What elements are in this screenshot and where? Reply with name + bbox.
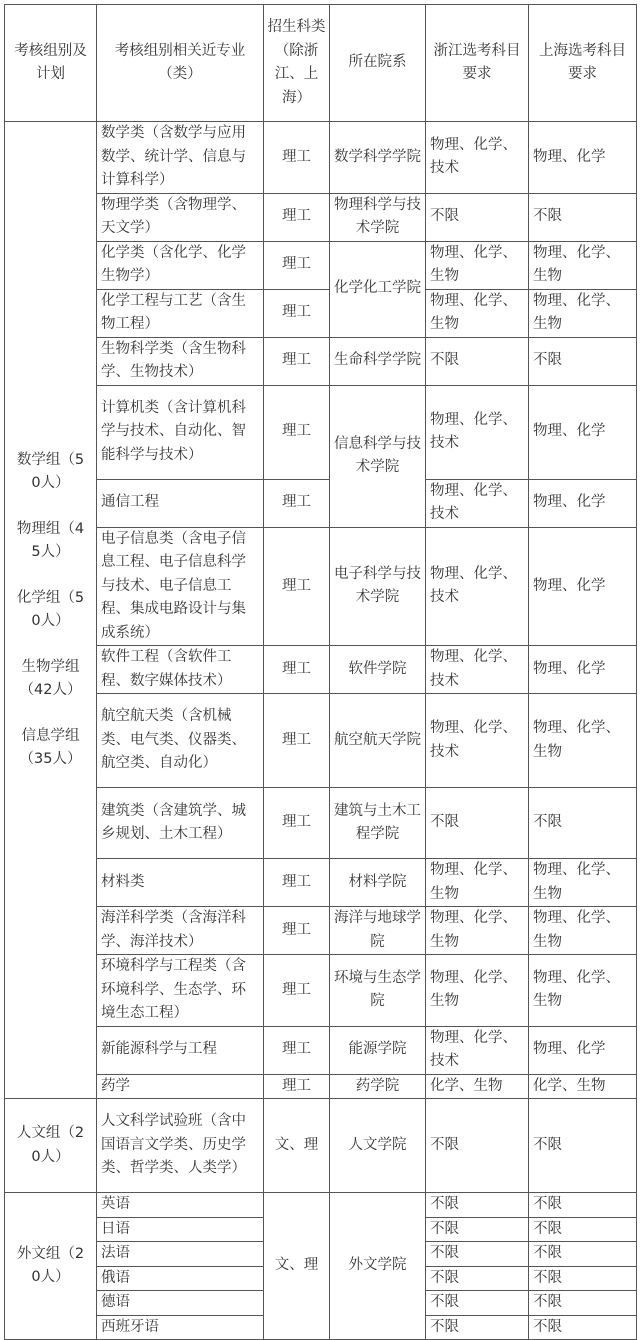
zhejiang-cell: 不限 <box>426 1217 529 1242</box>
zhejiang-cell: 不限 <box>426 1291 529 1316</box>
zhejiang-cell: 物理、化学、技术 <box>426 385 529 479</box>
header-shanghai: 上海选考科目要求 <box>529 5 637 122</box>
department-cell: 海洋与地球学院 <box>330 907 426 955</box>
department-cell: 信息科学与技术学院 <box>330 385 426 527</box>
table-row <box>5 241 637 289</box>
table-row <box>5 1074 637 1099</box>
zhejiang-cell: 不限 <box>426 1315 529 1340</box>
shanghai-cell: 物理、化学、生物 <box>529 907 637 955</box>
department-cell: 能源学院 <box>330 1026 426 1074</box>
department-cell: 材料学院 <box>330 859 426 907</box>
shanghai-cell: 不限 <box>529 1291 637 1316</box>
table-row <box>5 385 637 479</box>
department-cell: 建筑与土木工程学院 <box>330 788 426 859</box>
major-cell: 海洋科学类（含海洋科学、海洋技术） <box>97 907 264 955</box>
category-cell: 理工 <box>264 193 330 241</box>
header-zhejiang: 浙江选考科目要求 <box>426 5 529 122</box>
category-cell: 理工 <box>264 122 330 194</box>
zhejiang-cell: 物理、化学、技术 <box>426 527 529 646</box>
zhejiang-cell: 不限 <box>426 1242 529 1267</box>
category-cell: 理工 <box>264 385 330 479</box>
table-row <box>5 907 637 955</box>
major-cell: 药学 <box>97 1074 264 1099</box>
category-cell: 理工 <box>264 907 330 955</box>
shanghai-cell: 不限 <box>529 1217 637 1242</box>
zhejiang-cell: 物理、化学、技术 <box>426 1026 529 1074</box>
major-cell: 航空航天类（含机械类、电气类、仪器类、航空类、自动化） <box>97 694 264 788</box>
shanghai-cell: 物理、化学 <box>529 527 637 646</box>
zhejiang-cell: 物理、化学、生物 <box>426 859 529 907</box>
category-cell: 理工 <box>264 527 330 646</box>
major-cell: 德语 <box>97 1291 264 1316</box>
major-cell: 通信工程 <box>97 479 264 527</box>
major-cell: 人文科学试验班（含中国语言文学类、历史学类、哲学类、人类学） <box>97 1099 264 1193</box>
group-biology: 生物学组（42人） <box>19 658 82 698</box>
table-row <box>5 694 637 788</box>
department-cell: 人文学院 <box>330 1099 426 1193</box>
table-row <box>5 527 637 646</box>
shanghai-cell: 物理、化学 <box>529 1026 637 1074</box>
shanghai-cell: 物理、化学、生物 <box>529 859 637 907</box>
header-category: 招生科类（除浙江、上海） <box>264 5 330 122</box>
zhejiang-cell: 不限 <box>426 1266 529 1291</box>
major-cell: 俄语 <box>97 1266 264 1291</box>
header-major: 考核组别相关近专业（类） <box>97 5 264 122</box>
shanghai-cell: 物理、化学 <box>529 122 637 194</box>
zhejiang-cell: 物理、化学、生物 <box>426 907 529 955</box>
major-cell: 电子信息类（含电子信息工程、电子信息科学与技术、电子信息工程、集成电路设计与集成系统） <box>97 527 264 646</box>
department-cell: 生命科学学院 <box>330 337 426 385</box>
department-cell: 软件学院 <box>330 646 426 694</box>
major-cell: 法语 <box>97 1242 264 1267</box>
table-row <box>5 479 637 527</box>
major-cell: 化学类（含化学、化学生物学） <box>97 241 264 289</box>
department-cell: 数学科学学院 <box>330 122 426 194</box>
category-cell: 理工 <box>264 859 330 907</box>
shanghai-cell: 不限 <box>529 1242 637 1267</box>
category-cell: 理工 <box>264 646 330 694</box>
zhejiang-cell: 不限 <box>426 193 529 241</box>
major-cell: 生物科学类（含生物科学、生物技术） <box>97 337 264 385</box>
table-row <box>5 859 637 907</box>
header-group: 考核组别及计划 <box>5 5 97 122</box>
admission-table <box>4 4 637 1340</box>
category-cell: 文、理 <box>264 1099 330 1193</box>
category-cell: 理工 <box>264 694 330 788</box>
category-cell: 理工 <box>264 289 330 337</box>
category-cell: 文、理 <box>264 1193 330 1340</box>
group-informatics: 信息学组（35人） <box>19 727 82 767</box>
shanghai-cell: 不限 <box>529 1315 637 1340</box>
major-cell: 建筑类（含建筑学、城乡规划、土木工程） <box>97 788 264 859</box>
zhejiang-cell: 物理、化学、技术 <box>426 122 529 194</box>
shanghai-cell: 不限 <box>529 788 637 859</box>
department-cell: 环境与生态学院 <box>330 955 426 1027</box>
major-cell: 化学工程与工艺（含生物工程） <box>97 289 264 337</box>
table-row <box>5 1193 637 1218</box>
zhejiang-cell: 不限 <box>426 1099 529 1193</box>
major-cell: 西班牙语 <box>97 1315 264 1340</box>
major-cell: 物理学类（含物理学、天文学） <box>97 193 264 241</box>
table-row <box>5 122 637 194</box>
group-physics: 物理组（45人） <box>16 520 85 560</box>
shanghai-cell: 物理、化学、生物 <box>529 955 637 1027</box>
zhejiang-cell: 物理、化学、技术 <box>426 694 529 788</box>
zhejiang-cell: 不限 <box>426 337 529 385</box>
category-cell: 理工 <box>264 241 330 289</box>
zhejiang-cell: 化学、生物 <box>426 1074 529 1099</box>
group-chemistry: 化学组（50人） <box>16 589 85 629</box>
table-row <box>5 289 637 337</box>
table-row <box>5 337 637 385</box>
category-cell: 理工 <box>264 1026 330 1074</box>
shanghai-cell: 物理、化学 <box>529 646 637 694</box>
shanghai-cell: 物理、化学 <box>529 385 637 479</box>
group-humanities: 人文组（20人） <box>5 1099 97 1193</box>
shanghai-cell: 不限 <box>529 337 637 385</box>
major-cell: 计算机类（含计算机科学与技术、自动化、智能科学与技术） <box>97 385 264 479</box>
department-cell: 电子科学与技术学院 <box>330 527 426 646</box>
table-row <box>5 1026 637 1074</box>
department-cell: 外文学院 <box>330 1193 426 1340</box>
category-cell: 理工 <box>264 479 330 527</box>
table-row <box>5 788 637 859</box>
table-row <box>5 646 637 694</box>
table-row <box>5 955 637 1027</box>
zhejiang-cell: 不限 <box>426 1193 529 1218</box>
department-cell: 物理科学与技术学院 <box>330 193 426 241</box>
shanghai-cell: 物理、化学、生物 <box>529 241 637 289</box>
category-cell: 理工 <box>264 955 330 1027</box>
shanghai-cell: 物理、化学 <box>529 479 637 527</box>
department-cell: 航空航天学院 <box>330 694 426 788</box>
zhejiang-cell: 物理、化学、生物 <box>426 955 529 1027</box>
zhejiang-cell: 物理、化学、生物 <box>426 241 529 289</box>
major-cell: 新能源科学与工程 <box>97 1026 264 1074</box>
science-groups-cell <box>5 122 97 1099</box>
group-foreign-languages: 外文组（20人） <box>5 1193 97 1340</box>
table-row <box>5 193 637 241</box>
zhejiang-cell: 物理、化学、生物 <box>426 289 529 337</box>
major-cell: 材料类 <box>97 859 264 907</box>
category-cell: 理工 <box>264 337 330 385</box>
shanghai-cell: 化学、生物 <box>529 1074 637 1099</box>
major-cell: 数学类（含数学与应用数学、统计学、信息与计算科学） <box>97 122 264 194</box>
category-cell: 理工 <box>264 1074 330 1099</box>
major-cell: 环境科学与工程类（含环境科学、生态学、环境生态工程） <box>97 955 264 1027</box>
table-row <box>5 1099 637 1193</box>
department-cell: 药学院 <box>330 1074 426 1099</box>
group-math: 数学组（50人） <box>16 451 85 491</box>
zhejiang-cell: 物理、化学、技术 <box>426 646 529 694</box>
major-cell: 软件工程（含软件工程、数字媒体技术） <box>97 646 264 694</box>
major-cell: 日语 <box>97 1217 264 1242</box>
shanghai-cell: 不限 <box>529 1193 637 1218</box>
shanghai-cell: 不限 <box>529 193 637 241</box>
shanghai-cell: 不限 <box>529 1266 637 1291</box>
shanghai-cell: 物理、化学、生物 <box>529 694 637 788</box>
shanghai-cell: 不限 <box>529 1099 637 1193</box>
department-cell: 化学化工学院 <box>330 241 426 337</box>
zhejiang-cell: 物理、化学、技术 <box>426 479 529 527</box>
header-department: 所在院系 <box>330 5 426 122</box>
shanghai-cell: 物理、化学、生物 <box>529 289 637 337</box>
category-cell: 理工 <box>264 788 330 859</box>
major-cell: 英语 <box>97 1193 264 1218</box>
zhejiang-cell: 不限 <box>426 788 529 859</box>
header-row <box>5 5 637 122</box>
